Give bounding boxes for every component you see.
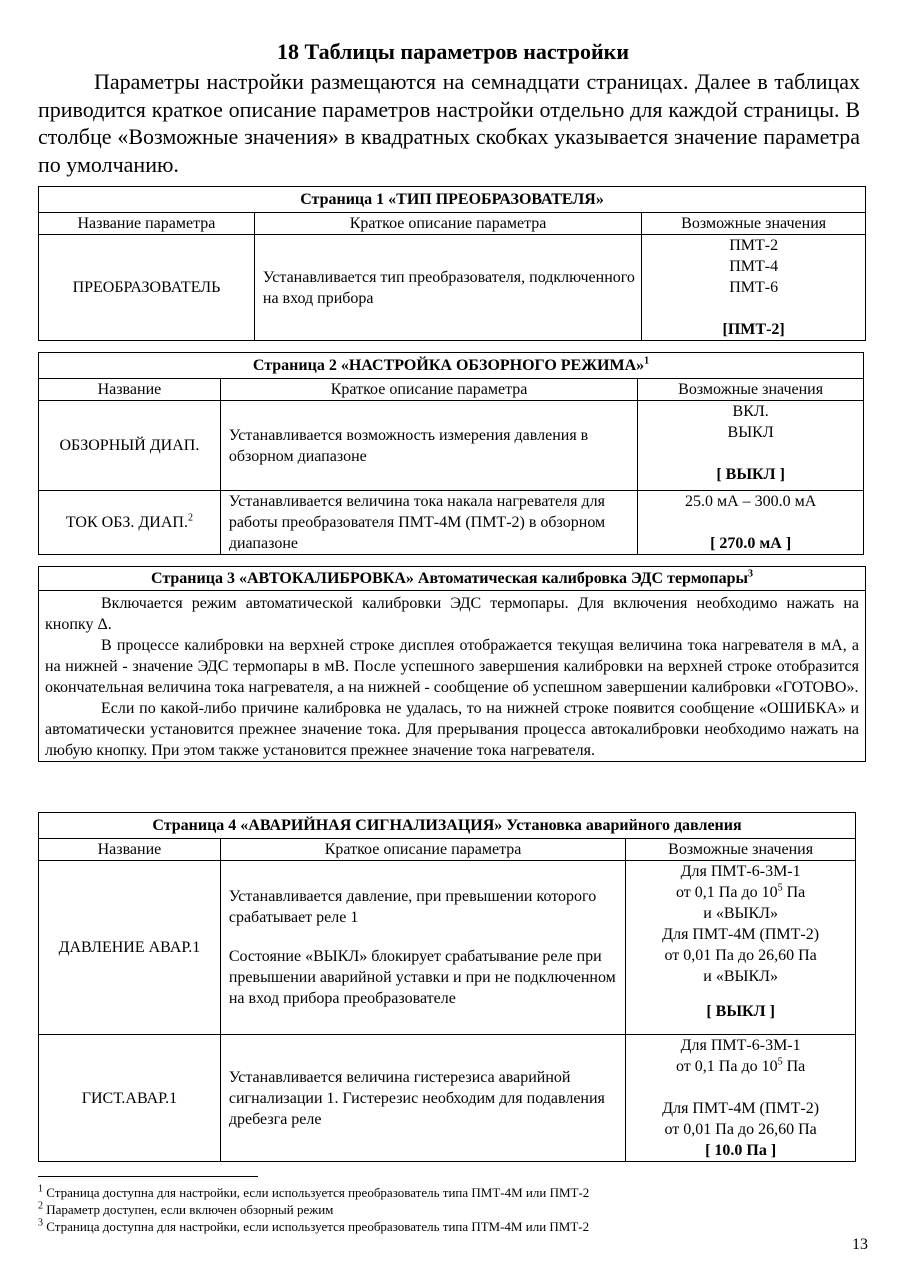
value-line: и «ВЫКЛ» xyxy=(703,905,778,922)
value-line xyxy=(632,1056,849,1077)
param-values xyxy=(638,491,864,555)
footnote-text: Страница доступна для настройки, если используется преобразователь типа ПТМ-4М или ПМТ-2 xyxy=(43,1219,590,1234)
table-page4 xyxy=(38,812,856,1162)
param-values xyxy=(638,401,864,491)
box-paragraph: Если по какой-либо причине калибровка не удалась, то на нижней строке появится сообщение «ОШИБКА» и автоматически установится прежнее значение тока. Для прерывания процесса автокалибровки необходимо нажать на любую кнопку. При этом также установится прежнее значение тока нагревателя. xyxy=(45,700,859,759)
column-header: Название xyxy=(39,379,221,401)
box-caption xyxy=(39,567,865,591)
column-header: Название параметра xyxy=(39,213,255,235)
footnote xyxy=(38,1218,589,1235)
footnote-separator xyxy=(38,1176,258,1177)
unit-text: Па xyxy=(782,1058,806,1075)
desc-text: Устанавливается давление, при превышении которого срабатывает реле 1 xyxy=(228,888,597,926)
table-caption: Страница 1 «ТИП ПРЕОБРАЗОВАТЕЛЯ» xyxy=(39,187,866,213)
param-name: ДАВЛЕНИЕ АВАР.1 xyxy=(39,861,221,1035)
param-name-text: ТОК ОБЗ. ДИАП. xyxy=(65,514,188,531)
param-values xyxy=(626,1035,856,1162)
column-header: Возможные значения xyxy=(638,379,864,401)
default-value: [ 270.0 мА ] xyxy=(710,535,792,552)
value-line: Для ПМТ-6-3М-1 xyxy=(680,863,801,880)
footnote xyxy=(38,1201,589,1218)
footnote-ref: 2 xyxy=(187,512,193,524)
value-range: 25.0 мА – 300.0 мА xyxy=(684,493,817,510)
column-header: Название xyxy=(39,839,221,861)
param-desc xyxy=(220,861,625,1035)
param-name: ОБЗОРНЫЙ ДИАП. xyxy=(39,401,221,491)
footnote-number: 1 xyxy=(38,1183,43,1195)
footnote-text: Параметр доступен, если включен обзорный режим xyxy=(43,1202,334,1217)
param-name: ПРЕОБРАЗОВАТЕЛЬ xyxy=(39,235,255,341)
table-row xyxy=(39,861,856,1035)
table-caption: Страница 4 «АВАРИЙНАЯ СИГНАЛИЗАЦИЯ» Установка аварийного давления xyxy=(39,813,856,839)
page-number: 13 xyxy=(852,1236,868,1253)
param-values xyxy=(626,861,856,1035)
autocalibration-box xyxy=(38,566,866,762)
param-name xyxy=(39,491,221,555)
column-header: Краткое описание параметра xyxy=(220,839,625,861)
box-paragraph: В процессе калибровки на верхней строке дисплея отображается текущая величина тока нагревателя в мА, а на нижней - значение ЭДС термопары в мВ. После успешного завершения калибровки на верхней строке отобразится окончательная величина тока нагревателя, а на нижней - сообщение об успешном завершении калибровки «ГОТОВО». xyxy=(45,637,859,696)
value-option: ПМТ-4 xyxy=(729,258,779,275)
table-row xyxy=(39,401,864,491)
default-value: [ ВЫКЛ ] xyxy=(706,1003,775,1020)
box-paragraph: Включается режим автоматической калибровки ЭДС термопары. Для включения необходимо нажать на кнопку Δ. xyxy=(45,595,859,633)
value-line: от 0,01 Па до 26,60 Па xyxy=(664,947,817,964)
value-option: ПМТ-2 xyxy=(729,237,779,254)
table-caption xyxy=(39,353,864,379)
intro-paragraph: Параметры настройки размещаются на семнадцати страницах. Далее в таблицах приводится краткое описание параметров настройки отдельно для каждой страницы. В столбце «Возможные значения» в квадратных скобках указывается значение параметра по умолчанию. xyxy=(38,69,860,177)
footnote xyxy=(38,1184,589,1201)
exponent: 5 xyxy=(777,1056,783,1068)
table-row xyxy=(39,1035,856,1162)
section-heading: 18 Таблицы параметров настройки xyxy=(276,39,630,64)
default-value: [ ВЫКЛ ] xyxy=(716,466,785,483)
value-line: Для ПМТ-4М (ПМТ-2) xyxy=(662,926,820,943)
footnote-text: Страница доступна для настройки, если используется преобразователь типа ПМТ-4М или ПМТ-2 xyxy=(43,1185,590,1200)
table-page2 xyxy=(38,352,864,555)
unit-text: Па xyxy=(782,884,806,901)
value-range-text: от 0,1 Па до 10 xyxy=(676,884,778,901)
value-line: Для ПМТ-6-3М-1 xyxy=(680,1037,801,1054)
column-header: Краткое описание параметра xyxy=(254,213,641,235)
value-line xyxy=(632,882,849,903)
footnote-ref: 3 xyxy=(748,568,753,580)
table-row xyxy=(39,235,866,341)
value-line: Для ПМТ-4М (ПМТ-2) xyxy=(662,1100,820,1117)
table-page1 xyxy=(38,186,866,341)
footnote-number: 2 xyxy=(38,1200,43,1212)
column-header: Краткое описание параметра xyxy=(220,379,637,401)
caption-text: Страница 2 «НАСТРОЙКА ОБЗОРНОГО РЕЖИМА» xyxy=(252,357,645,374)
caption-text: Страница 3 «АВТОКАЛИБРОВКА» Автоматическая калибровка ЭДС термопары xyxy=(151,570,748,587)
value-option: ВЫКЛ xyxy=(727,424,774,441)
footnote-ref: 1 xyxy=(644,355,650,367)
footnotes xyxy=(38,1184,589,1235)
value-option: ПМТ-6 xyxy=(729,279,779,296)
column-header: Возможные значения xyxy=(642,213,866,235)
param-name: ГИСТ.АВАР.1 xyxy=(39,1035,221,1162)
default-value: [ 10.0 Па ] xyxy=(705,1142,777,1159)
intro-text xyxy=(38,68,860,178)
default-value: [ПМТ-2] xyxy=(722,321,785,338)
param-desc: Устанавливается величина гистерезиса аварийной сигнализации 1. Гистерезис необходим для подавления дребезга реле xyxy=(220,1035,625,1162)
desc-text: Состояние «ВЫКЛ» блокирует срабатывание реле при превышении аварийной уставки и при не подключенном на вход прибора преобразователе xyxy=(228,948,616,1007)
value-range-text: от 0,1 Па до 10 xyxy=(676,1058,778,1075)
param-desc: Устанавливается возможность измерения давления в обзорном диапазоне xyxy=(220,401,637,491)
param-desc: Устанавливается тип преобразователя, подключенного на вход прибора xyxy=(254,235,641,341)
footnote-number: 3 xyxy=(38,1217,43,1229)
value-option: ВКЛ. xyxy=(732,403,769,420)
box-body xyxy=(39,591,865,761)
exponent: 5 xyxy=(777,882,783,894)
value-line: и «ВЫКЛ» xyxy=(703,968,778,985)
param-values xyxy=(642,235,866,341)
column-header: Возможные значения xyxy=(626,839,856,861)
param-desc: Устанавливается величина тока накала нагревателя для работы преобразователя ПМТ-4М (ПМТ-2) в обзорном диапазоне xyxy=(220,491,637,555)
value-line: от 0,01 Па до 26,60 Па xyxy=(664,1121,817,1138)
table-row xyxy=(39,491,864,555)
